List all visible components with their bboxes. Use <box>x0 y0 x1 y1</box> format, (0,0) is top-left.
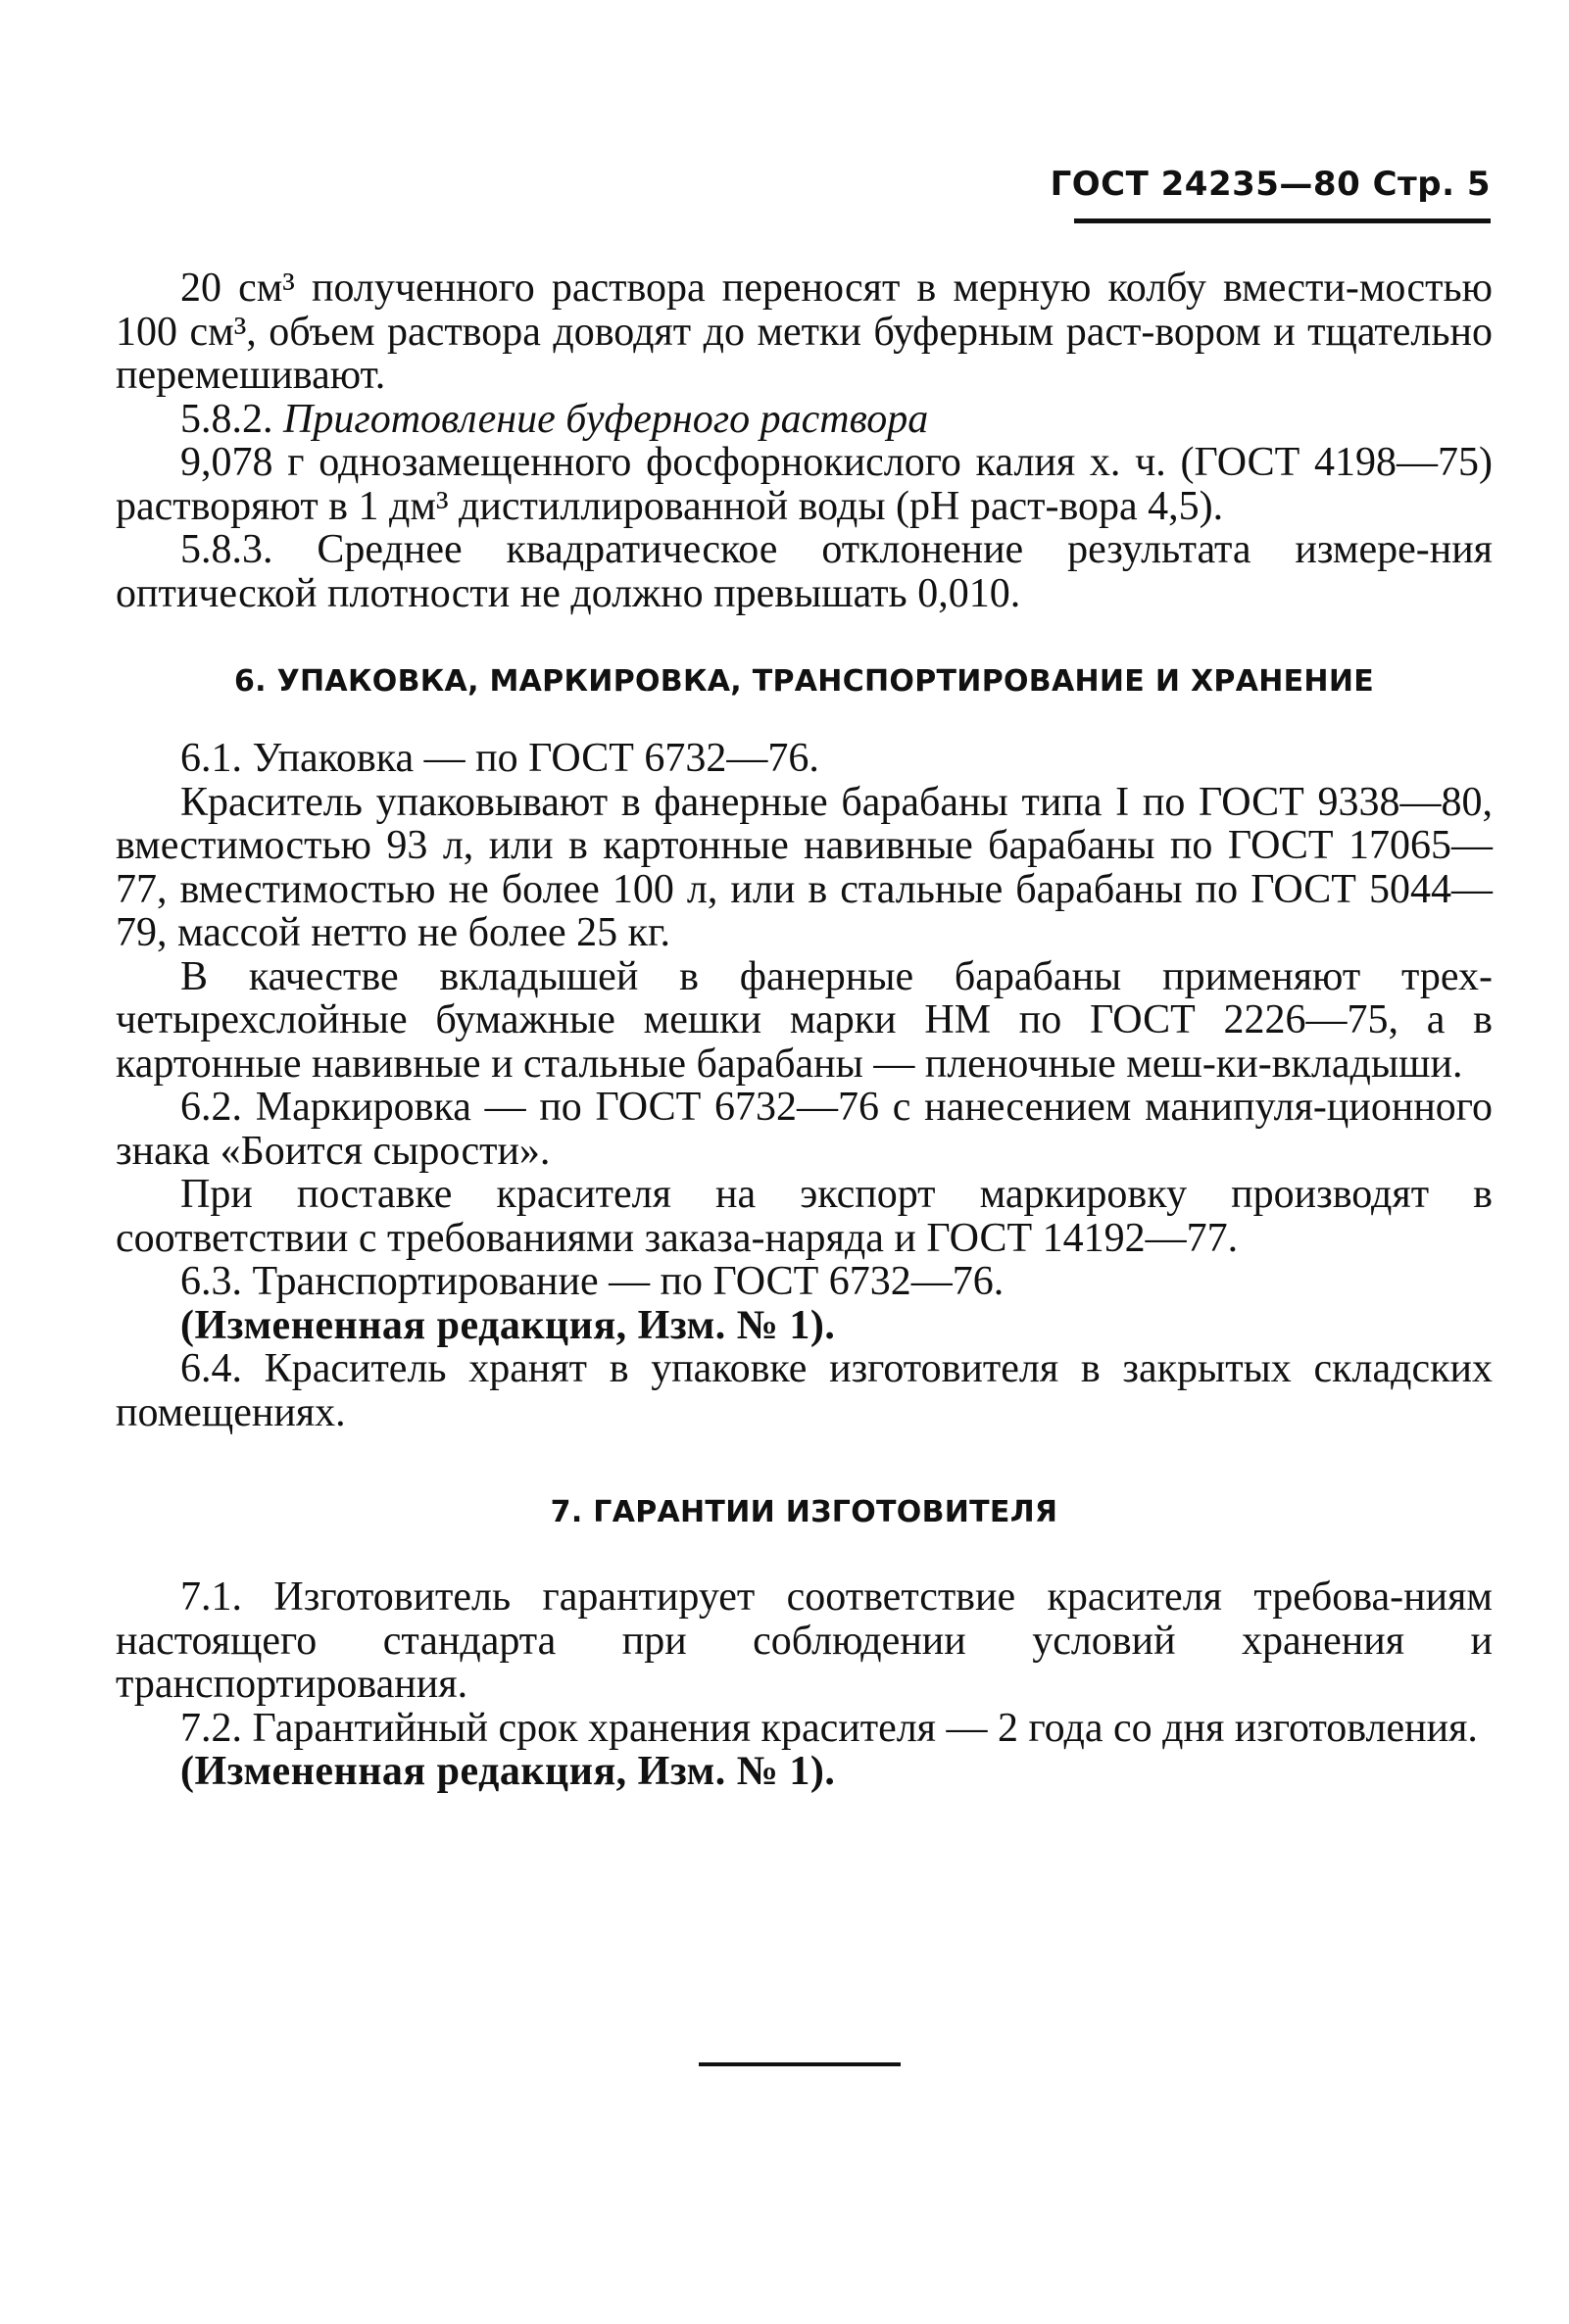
paragraph-liners: В качестве вкладышей в фанерные барабаны применяют трех-четырехслойные бумажные мешки марки НМ по ГОСТ 2226—75, а в картонные навивные и стальные барабаны — пленочные меш-ки-вкладыши. <box>116 953 1493 1087</box>
paragraph-buffer-prep: 9,078 г однозамещенного фосфорнокислого калия х. ч. (ГОСТ 4198—75) растворяют в 1 дм³ дистиллированной воды (рН раст-вора 4,5). <box>116 440 1493 529</box>
paragraph-italic-title: Приготовление буферного раствора <box>283 396 929 442</box>
paragraph-5-8-1-cont: 20 см³ полученного раствора переносят в мерную колбу вмести-мостью 100 см³, объем раствора доводят до метки буферным раст-вором и тщательно перемешивают. <box>116 266 1493 398</box>
paragraph-packaging: Краситель упаковывают в фанерные барабаны типа I по ГОСТ 9338—80, вместимостью 93 л, или в картонные навивные барабаны по ГОСТ 17065—77, вместимостью не более 100 л, или в стальные барабаны по ГОСТ 5044—79, массой нетто не более 25 кг. <box>116 779 1493 955</box>
page-header: ГОСТ 24235—80 Стр. 5 <box>1050 165 1491 204</box>
header-rule <box>1074 218 1491 223</box>
section-heading-7: 7. ГАРАНТИИ ИЗГОТОВИТЕЛЯ <box>550 1495 1058 1529</box>
document-body <box>116 266 1493 1794</box>
amendment-note: (Измененная редакция, Изм. № 1). <box>180 1302 836 1348</box>
paragraph-6-3: 6.3. Транспортирование — по ГОСТ 6732—76. <box>180 1259 1005 1304</box>
paragraph-5-8-2 <box>116 398 1493 442</box>
paragraph-export: При поставке красителя на экспорт маркировку производят в соответствии с требованиями заказа-наряда и ГОСТ 14192—77. <box>116 1172 1493 1261</box>
amendment-note: (Измененная редакция, Изм. № 1). <box>180 1749 836 1794</box>
section-heading-6: 6. УПАКОВКА, МАРКИРОВКА, ТРАНСПОРТИРОВАНИЕ И ХРАНЕНИЕ <box>233 664 1375 699</box>
paragraph-5-8-3: 5.8.3. Среднее квадратическое отклонение результата измере-ния оптической плотности не должно превышать 0,010. <box>116 527 1493 616</box>
paragraph-6-4: 6.4. Краситель хранят в упаковке изготовителя в закрытых складских помещениях. <box>116 1346 1493 1435</box>
paragraph-6-1: 6.1. Упаковка — по ГОСТ 6732—76. <box>180 736 819 781</box>
paragraph-number: 5.8.2. <box>180 396 283 442</box>
paragraph-7-1: 7.1. Изготовитель гарантирует соответствие красителя требова-ниям настоящего стандарта при соблюдении условий хранения и транспортирования. <box>116 1574 1493 1707</box>
paragraph-6-2: 6.2. Маркировка — по ГОСТ 6732—76 с нанесением манипуля-ционного знака «Боится сырости». <box>116 1085 1493 1174</box>
paragraph-7-2: 7.2. Гарантийный срок хранения красителя — 2 года со дня изготовления. <box>180 1705 1478 1751</box>
end-rule <box>699 2062 901 2066</box>
